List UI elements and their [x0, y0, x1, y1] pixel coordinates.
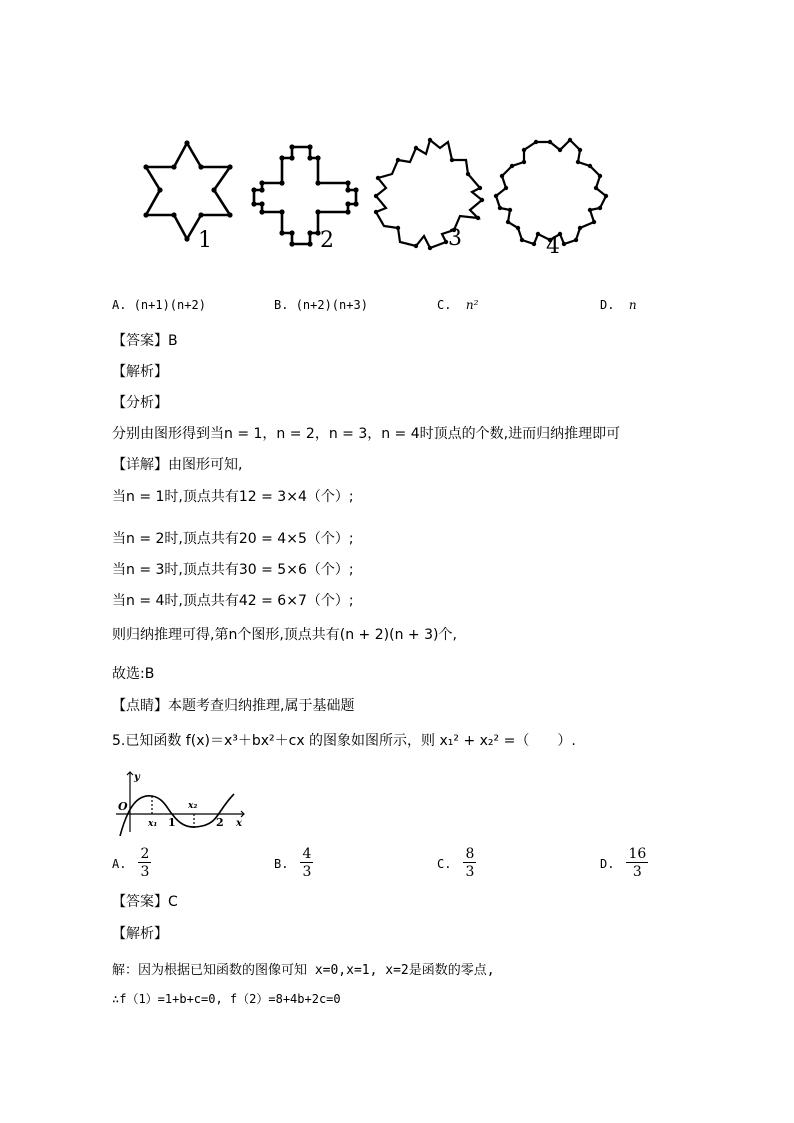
figure-label-4: 4	[546, 234, 560, 259]
q5-analysis-heading: 【解析】	[112, 926, 168, 942]
q4-comment: 【点睛】本题考查归纳推理,属于基础题	[112, 698, 355, 714]
q4-case-1: 当n = 1时,顶点共有12 = 3×4（个）;	[112, 489, 354, 505]
option-letter: D.	[600, 298, 615, 312]
option-text: (n+1)(n+2)	[133, 298, 206, 312]
q5-solution-line-2: ∴f（1）=1+b+c=0, f（2）=8+4b+2c=0	[112, 992, 341, 1006]
option-fraction	[138, 846, 151, 881]
figure-label-1: 1	[198, 228, 212, 253]
q4-fenxi-heading: 【分析】	[112, 395, 168, 411]
q4-fenxi-text: 分别由图形得到当n = 1，n = 2，n = 3，n = 4时顶点的个数,进而归纳推理即可	[112, 426, 621, 442]
figure-3-vertices	[374, 138, 484, 250]
numerator: 4	[302, 846, 312, 862]
q5-option-a	[112, 846, 151, 881]
q4-option-b	[274, 298, 368, 312]
numerator: 2	[140, 846, 150, 862]
denominator: 3	[140, 864, 150, 880]
option-fraction	[300, 846, 313, 881]
x1-label: x₁	[148, 819, 158, 829]
q5-answer: 【答案】C	[112, 894, 178, 910]
option-fraction	[626, 846, 648, 881]
option-letter: A.	[112, 856, 127, 871]
figure-label-2: 2	[320, 228, 334, 253]
y-axis-label: y	[134, 772, 140, 783]
q4-conclusion: 则归纳推理可得,第n个图形,顶点共有(n + 2)(n + 3)个,	[112, 627, 457, 643]
q4-case-3: 当n = 3时,顶点共有30 = 5×6（个）;	[112, 562, 354, 578]
q4-case-2: 当n = 2时,顶点共有20 = 4×5（个）;	[112, 531, 354, 547]
q4-choice: 故选:B	[112, 666, 155, 682]
tick-1-label: 1	[168, 816, 176, 829]
option-letter: A.	[112, 298, 127, 312]
denominator: 3	[632, 864, 642, 880]
figure-1-vertices	[143, 140, 232, 241]
q4-option-a	[112, 298, 206, 312]
figure-label-3: 3	[448, 226, 462, 251]
numerator: 8	[465, 846, 475, 862]
q5-cubic-graph	[112, 766, 252, 836]
option-letter: C.	[437, 298, 452, 312]
q5-stem: 5.已知函数 f(x)＝x³＋bx²＋cx 的图象如图所示，则 x₁² + x₂² =（ ）.	[112, 733, 576, 749]
figure-2-vertices	[251, 144, 358, 246]
q5-option-b	[274, 846, 313, 881]
numerator: 16	[628, 846, 647, 862]
q4-answer: 【答案】B	[112, 333, 178, 349]
q5-option-c	[437, 846, 476, 881]
q4-analysis-heading: 【解析】	[112, 364, 168, 380]
figure-4-vertices	[494, 138, 608, 246]
option-text: n²	[465, 298, 479, 312]
q5-option-d	[600, 846, 648, 881]
q4-option-d	[600, 298, 637, 312]
option-fraction	[463, 846, 476, 881]
option-letter: C.	[437, 856, 452, 871]
x-axis-label: x	[236, 818, 242, 829]
q4-detail-text: 【详解】由图形可知,	[112, 457, 243, 473]
option-text: n	[628, 298, 637, 312]
option-letter: B.	[274, 856, 289, 871]
option-letter: B.	[274, 298, 289, 312]
denominator: 3	[302, 864, 312, 880]
cubic-curve	[120, 794, 234, 836]
denominator: 3	[465, 864, 475, 880]
figure-3-snowflake	[376, 140, 482, 248]
figure-4-snowflake	[496, 140, 606, 244]
option-text: (n+2)(n+3)	[295, 298, 368, 312]
x2-label: x₂	[188, 801, 198, 811]
tick-2-label: 2	[216, 816, 224, 829]
q4-case-4: 当n = 4时,顶点共有42 = 6×7（个）;	[112, 593, 354, 609]
option-letter: D.	[600, 856, 615, 871]
figure-2-cross	[254, 147, 356, 244]
q4-option-c	[437, 298, 478, 312]
origin-label: O	[118, 800, 128, 813]
q5-solution-line-1: 解：因为根据已知函数的图像可知 x=0,x=1, x=2是函数的零点,	[112, 963, 495, 978]
